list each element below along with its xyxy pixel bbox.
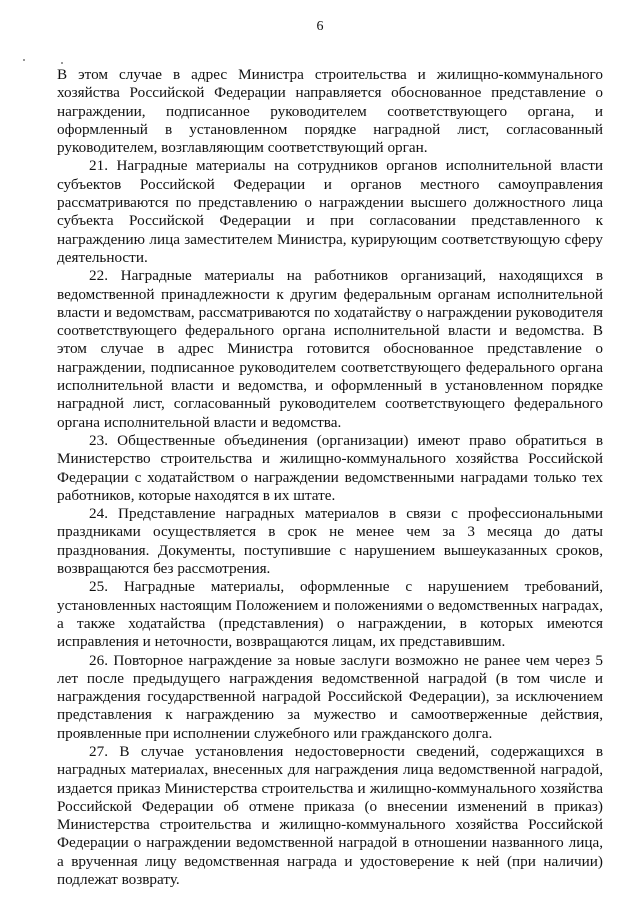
paragraph-22: 22. Наградные материалы на работников организаций, находящихся в ведомственной принадлежности к другим федеральным органам исполнительной власти и ведомствам, рассматриваются по ходатайству о награждении руководителя соответствующего федерального органа исполнительной власти и ведомства. В этом случае в адрес Министра готовится обоснованное представление о награждении, подписанное руководителем соответствующего федерального органа исполнительной власти и ведомства, и оформленный в установленном порядке наградной лист, согласованный руководителем соответствующего федерального органа исполнительной власти и ведомства.	[57, 267, 603, 431]
paragraph-25: 25. Наградные материалы, оформленные с нарушением требований, установленных настоящим Положением и положениями о ведомственных наградах, а также ходатайства (представления) о награждении, в которых имеются исправления и неточности, возвращаются лицам, их представившим.	[57, 578, 603, 651]
scan-speck	[61, 62, 63, 64]
paragraph-24: 24. Представление наградных материалов в связи с профессиональными праздниками осуществляется в срок не менее чем за 3 месяца до даты празднования. Документы, поступившие с нарушением вышеуказанных сроков, возвращаются без рассмотрения.	[57, 505, 603, 578]
paragraph-23: 23. Общественные объединения (организации) имеют право обратиться в Министерство строительства и жилищно-коммунального хозяйства Российской Федерации с ходатайством о награждении ведомственными наградами только тех работников, которые находятся в их штате.	[57, 431, 603, 504]
page-number: 6	[316, 19, 324, 34]
document-body	[57, 66, 603, 889]
paragraph-continuation: В этом случае в адрес Министра строительства и жилищно-коммунального хозяйства Российской Федерации направляется обоснованное представление о награждении, подписанное руководителем соответствующего органа, и оформленный в установленном порядке наградной лист, согласованный руководителем, возглавляющим соответствующий орган.	[57, 66, 603, 157]
paragraph-21: 21. Наградные материалы на сотрудников органов исполнительной власти субъектов Российской Федерации и органов местного самоуправления рассматриваются по представлению о награждении высшего должностного лица субъекта Российской Федерации и при согласовании представленного к награждению лица заместителем Министра, курирующим соответствующую сферу деятельности.	[57, 157, 603, 266]
paragraph-26: 26. Повторное награждение за новые заслуги возможно не ранее чем через 5 лет после предыдущего награждения ведомственной наградой (в том числе и награждения государственной наградой Российской Федерации), за исключением представления к награждению за мужество и самоотверженные действия, проявленные при исполнении служебного или гражданского долга.	[57, 651, 603, 742]
scan-speck	[23, 59, 25, 61]
paragraph-27: 27. В случае установления недостоверности сведений, содержащихся в наградных материалах, внесенных для награждения лица ведомственной наградой, издается приказ Министерства строительства и жилищно-коммунального хозяйства Российской Федерации об отмене приказа (о внесении изменений в приказ) Министерства строительства и жилищно-коммунального хозяйства Российской Федерации о награждении ведомственной наградой в отношении названного лица, а врученная лицу ведомственная награда и удостоверение к ней (при наличии) подлежат возврату.	[57, 742, 603, 889]
